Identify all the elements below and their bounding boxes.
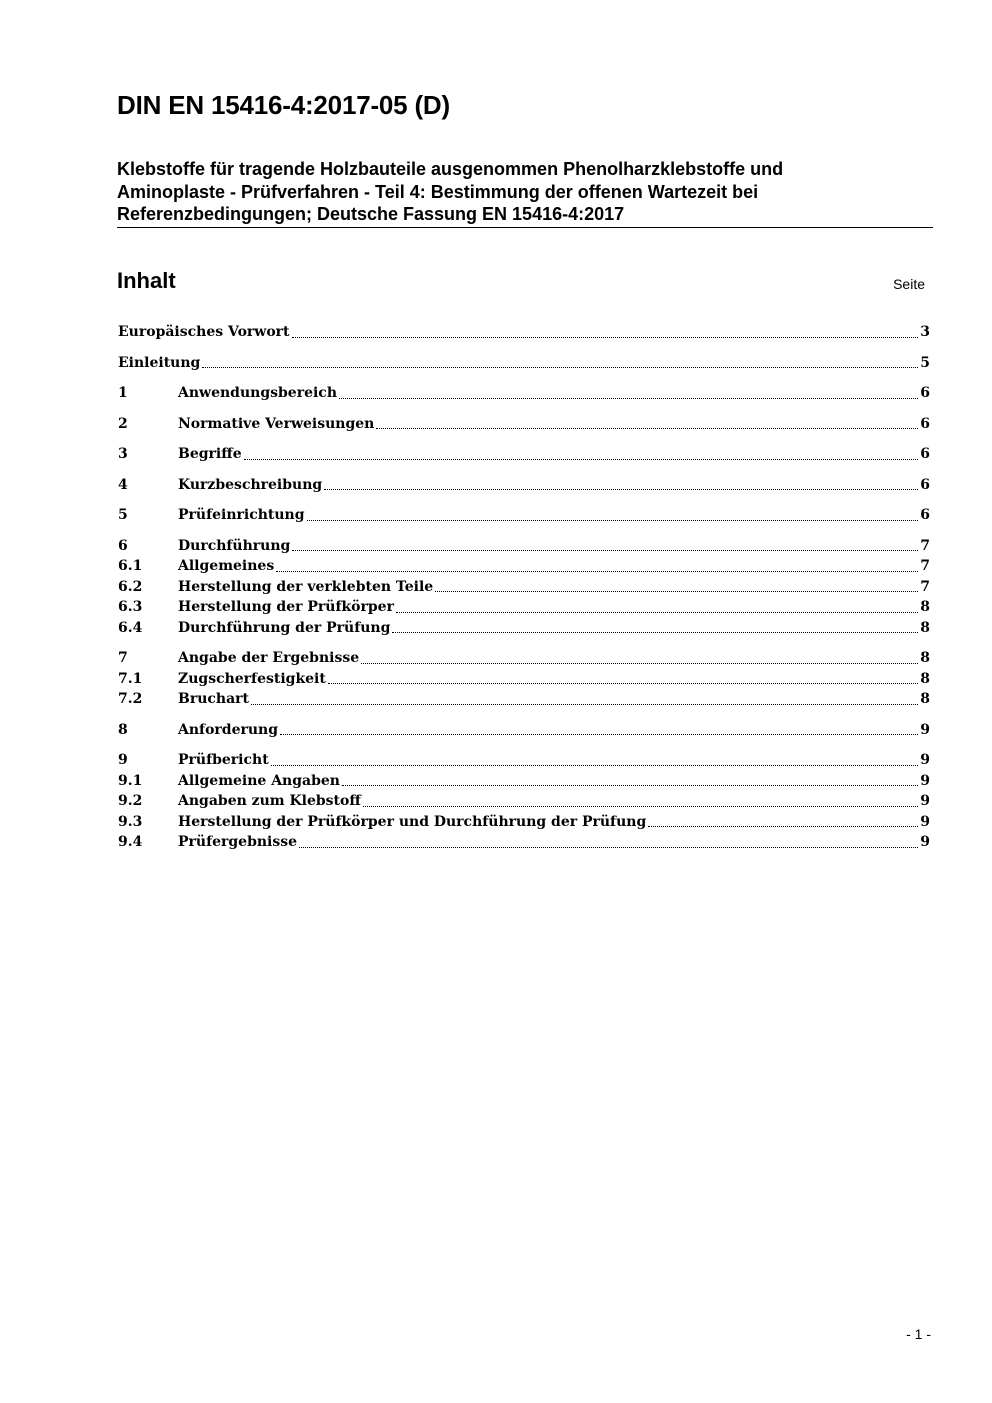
toc-entry[interactable] — [118, 383, 930, 404]
toc-entry-number: 9.3 — [118, 813, 143, 830]
toc-entry-page: 8 — [920, 670, 930, 687]
toc-entry-number: 3 — [118, 446, 128, 462]
toc-entry-title: Anwendungsbereich — [178, 385, 337, 401]
toc-dot-leader — [292, 549, 918, 551]
toc-entry[interactable] — [118, 771, 930, 792]
toc-entry[interactable] — [118, 720, 930, 741]
toc-entry-page: 9 — [920, 772, 930, 789]
toc-entry-number: 9.1 — [118, 772, 143, 789]
toc-entry-page: 7 — [920, 578, 930, 595]
toc-entry[interactable] — [118, 669, 930, 690]
toc-entry[interactable] — [118, 353, 930, 374]
toc-entry-title: Angabe der Ergebnisse — [178, 650, 360, 666]
toc-entry-page: 9 — [920, 793, 930, 809]
toc-entry-page: 6 — [920, 446, 930, 462]
toc-entry-page: 7 — [920, 558, 930, 574]
toc-entry[interactable] — [118, 322, 930, 343]
toc-entry[interactable] — [118, 414, 930, 435]
toc-entry-title: Allgemeines — [178, 558, 275, 574]
toc-entry-number: 7 — [118, 650, 128, 666]
toc-entry-number: 6.2 — [118, 578, 143, 595]
toc-entry-number: 4 — [118, 476, 128, 493]
toc-dot-leader — [363, 805, 918, 807]
table-of-contents — [118, 322, 930, 853]
toc-dot-leader — [361, 662, 918, 664]
toc-entry-page: 8 — [920, 650, 930, 666]
toc-entry-title: Prüfergebnisse — [178, 834, 298, 850]
toc-entry-title: Herstellung der Prüfkörper und Durchführung der Prüfung — [178, 813, 647, 830]
toc-entry-title: Zugscherfestigkeit — [178, 670, 326, 687]
toc-dot-leader — [376, 427, 918, 429]
toc-dot-leader — [324, 488, 918, 490]
toc-entry[interactable] — [118, 750, 930, 771]
toc-dot-leader — [276, 570, 918, 572]
toc-entry-number: 9 — [118, 752, 128, 768]
toc-entry-page: 5 — [920, 354, 930, 371]
toc-entry-page: 6 — [920, 476, 930, 493]
toc-entry[interactable] — [118, 475, 930, 496]
toc-entry-title: Prüfeinrichtung — [178, 507, 305, 523]
toc-entry-number: 6.4 — [118, 619, 143, 636]
toc-dot-leader — [435, 590, 918, 592]
toc-dot-leader — [280, 733, 918, 735]
toc-entry-number: 1 — [118, 385, 128, 401]
toc-entry-number: 9.2 — [118, 793, 143, 809]
subtitle-line: Referenzbedingungen; Deutsche Fassung EN 15416-4:2017 — [117, 204, 625, 224]
toc-entry-title: Prüfbericht — [178, 752, 269, 768]
toc-entry[interactable] — [118, 832, 930, 853]
toc-entry-title: Normative Verweisungen — [178, 415, 375, 432]
toc-dot-leader — [292, 336, 919, 338]
document-subtitle — [117, 158, 933, 228]
toc-entry[interactable] — [118, 648, 930, 669]
toc-dot-leader — [392, 631, 918, 633]
toc-entry-page: 6 — [920, 385, 930, 401]
toc-dot-leader — [342, 784, 918, 786]
toc-entry-title: Begriffe — [178, 446, 242, 462]
toc-dot-leader — [202, 366, 918, 368]
toc-entry[interactable] — [118, 597, 930, 618]
toc-entry-page: 9 — [920, 834, 930, 850]
toc-entry-title: Bruchart — [178, 691, 250, 707]
toc-entry-title: Herstellung der Prüfkörper — [178, 599, 394, 615]
document-title: DIN EN 15416-4:2017-05 (D) — [117, 90, 450, 120]
toc-entry-page: 8 — [920, 619, 930, 636]
toc-entry-page: 6 — [920, 507, 930, 523]
toc-entry[interactable] — [118, 444, 930, 465]
page-number: - 1 - — [906, 1326, 931, 1342]
toc-entry-number: 6.3 — [118, 599, 143, 615]
toc-dot-leader — [271, 764, 919, 766]
toc-entry[interactable] — [118, 812, 930, 833]
subtitle-line: Aminoplaste - Prüfverfahren - Teil 4: Bestimmung der offenen Wartezeit bei — [117, 181, 759, 202]
toc-entry-page: 9 — [920, 752, 930, 768]
toc-entry[interactable] — [118, 556, 930, 577]
toc-entry-number: 7.2 — [118, 691, 143, 707]
toc-dot-leader — [328, 682, 918, 684]
toc-entry-title: Durchführung der Prüfung — [178, 619, 391, 636]
toc-entry-page: 8 — [920, 691, 930, 707]
subtitle-line: Klebstoffe für tragende Holzbauteile ausgenommen Phenolharzklebstoffe und — [117, 159, 784, 179]
toc-entry-title: Anforderung — [178, 721, 278, 738]
toc-dot-leader — [648, 825, 918, 827]
toc-page-column-label: Seite — [893, 276, 925, 292]
toc-entry-page: 9 — [920, 721, 930, 738]
toc-entry-page: 3 — [920, 324, 930, 340]
toc-entry-title: Einleitung — [118, 354, 201, 371]
toc-entry-page: 7 — [920, 537, 930, 554]
toc-heading: Inhalt — [117, 268, 176, 293]
toc-entry-page: 9 — [920, 813, 930, 830]
toc-dot-leader — [244, 458, 919, 460]
toc-dot-leader — [396, 611, 918, 613]
toc-dot-leader — [339, 397, 918, 399]
toc-entry-number: 6.1 — [118, 558, 143, 574]
toc-entry[interactable] — [118, 791, 930, 812]
toc-entry-title: Allgemeine Angaben — [178, 772, 340, 789]
toc-dot-leader — [251, 703, 918, 705]
toc-entry-page: 6 — [920, 415, 930, 432]
toc-entry-title: Angaben zum Klebstoff — [178, 793, 361, 809]
toc-entry[interactable] — [118, 689, 930, 710]
toc-entry-page: 8 — [920, 599, 930, 615]
toc-entry[interactable] — [118, 577, 930, 598]
toc-entry[interactable] — [118, 505, 930, 526]
toc-entry-title: Europäisches Vorwort — [118, 324, 290, 340]
toc-entry-number: 6 — [118, 537, 128, 554]
toc-entry[interactable] — [118, 618, 930, 639]
toc-entry-title: Kurzbeschreibung — [178, 476, 323, 493]
toc-entry-title: Herstellung der verklebten Teile — [178, 578, 434, 595]
toc-entry[interactable] — [118, 536, 930, 557]
toc-entry-number: 8 — [118, 721, 128, 738]
toc-entry-title: Durchführung — [178, 537, 291, 554]
toc-dot-leader — [299, 846, 918, 848]
toc-entry-number: 9.4 — [118, 834, 143, 850]
toc-dot-leader — [307, 519, 919, 521]
toc-entry-number: 7.1 — [118, 670, 143, 687]
toc-entry-number: 5 — [118, 507, 128, 523]
toc-entry-number: 2 — [118, 415, 128, 432]
